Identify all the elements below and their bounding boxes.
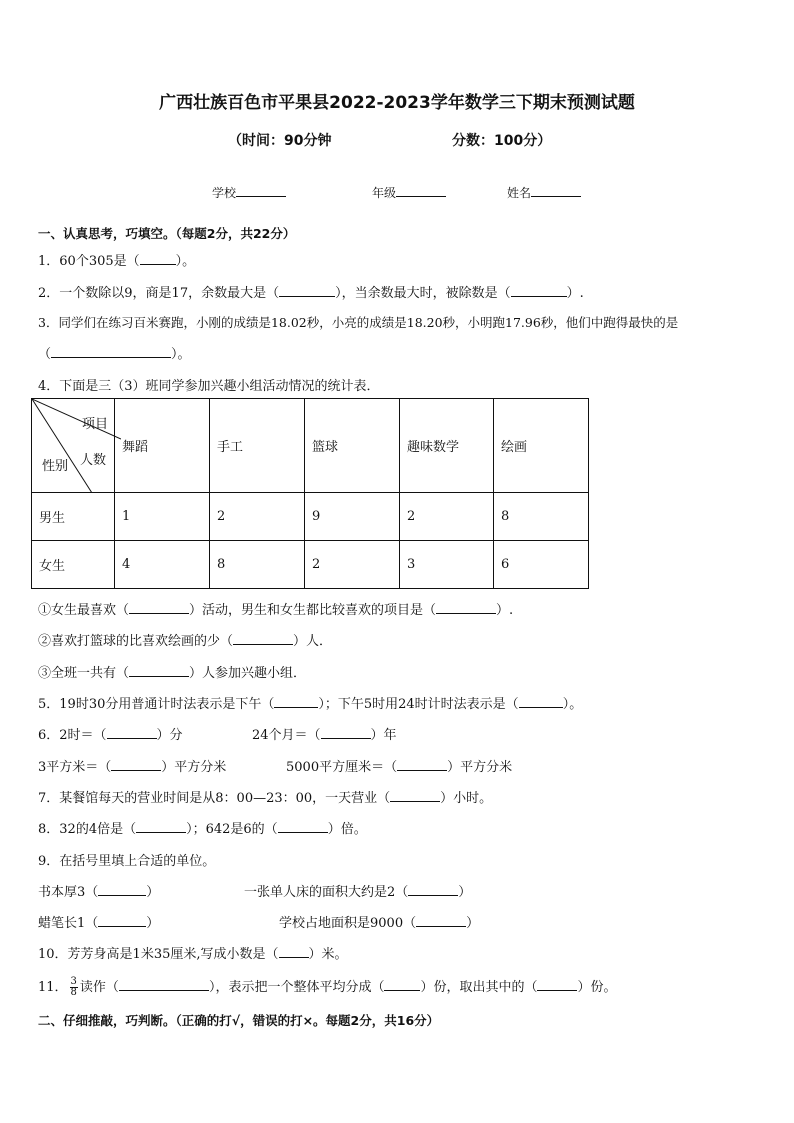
name-field [507, 183, 581, 201]
q5-blank-2[interactable] [519, 694, 563, 708]
q7-text-b: ）小时。 [440, 791, 493, 806]
question-1 [38, 250, 195, 269]
interest-group-table [31, 398, 589, 589]
table-cell: 8 [210, 541, 305, 589]
q7-text-a: 7．某餐馆每天的营业时间是从8：00—23：00，一天营业（ [38, 791, 391, 806]
q4s1-blank-2[interactable] [436, 600, 496, 614]
table-cell: 8 [494, 493, 589, 541]
q6-blank-3[interactable] [111, 757, 161, 771]
column-header: 手工 [210, 399, 305, 493]
q9-blank-3[interactable] [98, 913, 146, 927]
q7-blank[interactable] [390, 788, 440, 802]
q4s2-blank[interactable] [233, 631, 293, 645]
q1-blank[interactable] [140, 251, 176, 265]
fraction-three-eighths [70, 977, 78, 998]
q9c-text-a: 蜡笔长1（ [38, 916, 99, 931]
q2-text-a: 2．一个数除以9，商是17，余数最大是（ [38, 286, 280, 301]
q3-text-a: （ [38, 347, 52, 362]
section1-heading: 一、认真思考，巧填空。（每题2分，共22分） [38, 226, 296, 241]
q11-text-a: 读作（ [79, 980, 119, 995]
q1-text-b: ）。 [175, 254, 196, 269]
q11-text-c: ）份，取出其中的（ [420, 980, 538, 995]
row-label: 男生 [32, 493, 115, 541]
q6-text-d: ）年 [370, 728, 397, 743]
q2-blank-1[interactable] [279, 283, 335, 297]
q6-text-e: 3平方米＝（ [38, 760, 112, 775]
q8-blank-2[interactable] [278, 819, 328, 833]
question-6-line-2 [38, 756, 226, 775]
q5-text-a: 5．19时30分用普通计时法表示是下午（ [38, 697, 275, 712]
table-cell: 6 [494, 541, 589, 589]
question-9-intro: 9．在括号里填上合适的单位。 [38, 854, 216, 869]
q11-text-d: ）份。 [577, 980, 617, 995]
q9a-text-b: ） [146, 885, 160, 900]
q9-blank-4[interactable] [416, 913, 466, 927]
section2-heading: 二、仔细推敲，巧判断。（正确的打√，错误的打×。每题2分，共16分） [38, 1013, 440, 1028]
q6-blank-2[interactable] [321, 725, 371, 739]
q4s2-text-a: ②喜欢打篮球的比喜欢绘画的少（ [38, 634, 234, 649]
q11-blank-2[interactable] [384, 977, 420, 991]
q6-text-a: 6．2时＝（ [38, 728, 107, 743]
name-label: 姓名 [507, 186, 532, 200]
question-3-line-2 [38, 343, 191, 362]
q4s1-blank-1[interactable] [129, 600, 189, 614]
q10-text-a: 10．芳芳身高是1米35厘米,写成小数是（ [38, 947, 279, 962]
q5-blank-1[interactable] [274, 694, 318, 708]
q11-text-b: ），表示把一个整体平均分成（ [208, 980, 385, 995]
table-cell: 2 [305, 541, 400, 589]
question-9-c [38, 912, 159, 931]
q4s3-text-a: ③全班一共有（ [38, 666, 130, 681]
q9d-text-b: ） [466, 916, 480, 931]
question-10 [38, 943, 348, 962]
q11-number: 11． [38, 980, 68, 995]
table-cell: 3 [400, 541, 494, 589]
table-corner-cell [32, 399, 115, 493]
corner-project-label: 项目 [81, 417, 108, 432]
q8-text-c: ）倍。 [327, 822, 367, 837]
q4s3-blank[interactable] [129, 663, 189, 677]
q9-blank-2[interactable] [408, 882, 458, 896]
q9b-text-a: 一张单人床的面积大约是2（ [244, 885, 409, 900]
q8-blank-1[interactable] [136, 819, 186, 833]
q4s2-text-b: ）人． [293, 634, 333, 649]
q3-blank[interactable] [51, 344, 171, 358]
q6-text-c: 24个月＝（ [252, 728, 321, 743]
question-6-line-2-right [286, 756, 512, 775]
table-cell: 1 [115, 493, 210, 541]
table-row [32, 493, 589, 541]
row-label: 女生 [32, 541, 115, 589]
grade-blank[interactable] [396, 183, 446, 197]
question-8 [38, 818, 367, 837]
column-header: 舞蹈 [115, 399, 210, 493]
q9b-text-b: ） [458, 885, 472, 900]
q5-text-b: ）；下午5时用24时计时法表示是（ [318, 697, 519, 712]
corner-people-label: 人数 [80, 453, 107, 468]
fraction-numerator: 3 [70, 976, 77, 987]
school-label: 学校 [212, 186, 237, 200]
column-header: 绘画 [494, 399, 589, 493]
q10-text-b: ）米。 [308, 947, 348, 962]
q4s1-text-c: ）. [496, 603, 514, 618]
q9d-text-a: 学校占地面积是9000（ [279, 916, 417, 931]
name-blank[interactable] [531, 183, 581, 197]
q4s1-text-b: ）活动，男生和女生都比较喜欢的项目是（ [189, 603, 437, 618]
question-4-sub-2 [38, 630, 332, 649]
q11-blank-1[interactable] [119, 977, 209, 991]
q4s1-text-a: ①女生最喜欢（ [38, 603, 130, 618]
question-9-b [244, 881, 471, 900]
table-cell: 4 [115, 541, 210, 589]
q9-blank-1[interactable] [98, 882, 146, 896]
question-9-a [38, 881, 159, 900]
q2-text-b: ），当余数最大时，被除数是（ [335, 286, 511, 301]
q2-text-c: ）. [566, 286, 584, 301]
grade-label: 年级 [372, 186, 397, 200]
table-cell: 2 [400, 493, 494, 541]
question-6-line-1 [38, 724, 183, 743]
q4s3-text-b: ）人参加兴趣小组． [189, 666, 307, 681]
question-3-line-1: 3．同学们在练习百米赛跑，小刚的成绩是18.02秒，小亮的成绩是18.20秒，小明跑17.96秒，他们中跑得最快的是 [38, 315, 679, 330]
table-cell: 2 [210, 493, 305, 541]
question-4-sub-1 [38, 599, 513, 618]
q8-text-a: 8．32的4倍是（ [38, 822, 137, 837]
q6-blank-1[interactable] [107, 725, 157, 739]
q9a-text-a: 书本厚3（ [38, 885, 99, 900]
q3-text-b: ）。 [171, 347, 191, 362]
exam-score: 分数：100分） [452, 133, 552, 149]
exam-time: （时间：90分钟 [228, 133, 332, 149]
fraction-denominator: 8 [70, 987, 77, 998]
school-blank[interactable] [236, 183, 286, 197]
q5-text-c: ）。 [562, 697, 583, 712]
q11-blank-3[interactable] [537, 977, 577, 991]
question-5 [38, 693, 582, 712]
q2-blank-2[interactable] [511, 283, 567, 297]
q6-text-f: ）平方分米 [161, 760, 227, 775]
grade-field [372, 183, 446, 201]
school-field [212, 183, 286, 201]
table-cell: 9 [305, 493, 400, 541]
question-4-intro: 4．下面是三（3）班同学参加兴趣小组活动情况的统计表． [38, 379, 380, 394]
question-4-sub-3 [38, 662, 306, 681]
question-2 [38, 282, 584, 301]
q6-text-h: ）平方分米 [447, 760, 513, 775]
question-6-line-1-right [252, 724, 397, 743]
q1-text-a: 1．60个305是（ [38, 254, 140, 269]
question-9-d [279, 912, 479, 931]
q6-text-g: 5000平方厘米＝（ [286, 760, 398, 775]
q6-text-b: ）分 [156, 728, 183, 743]
page-title: 广西壮族百色市平果县2022-2023学年数学三下期末预测试题 [159, 93, 635, 113]
column-header: 趣味数学 [400, 399, 494, 493]
q10-blank[interactable] [279, 944, 309, 958]
q9c-text-b: ） [146, 916, 160, 931]
table-row [32, 541, 589, 589]
corner-gender-label: 性别 [42, 459, 69, 474]
column-header: 篮球 [305, 399, 400, 493]
question-11 [38, 976, 616, 998]
q8-text-b: ）；642是6的（ [186, 822, 278, 837]
q6-blank-4[interactable] [397, 757, 447, 771]
question-7 [38, 787, 492, 806]
